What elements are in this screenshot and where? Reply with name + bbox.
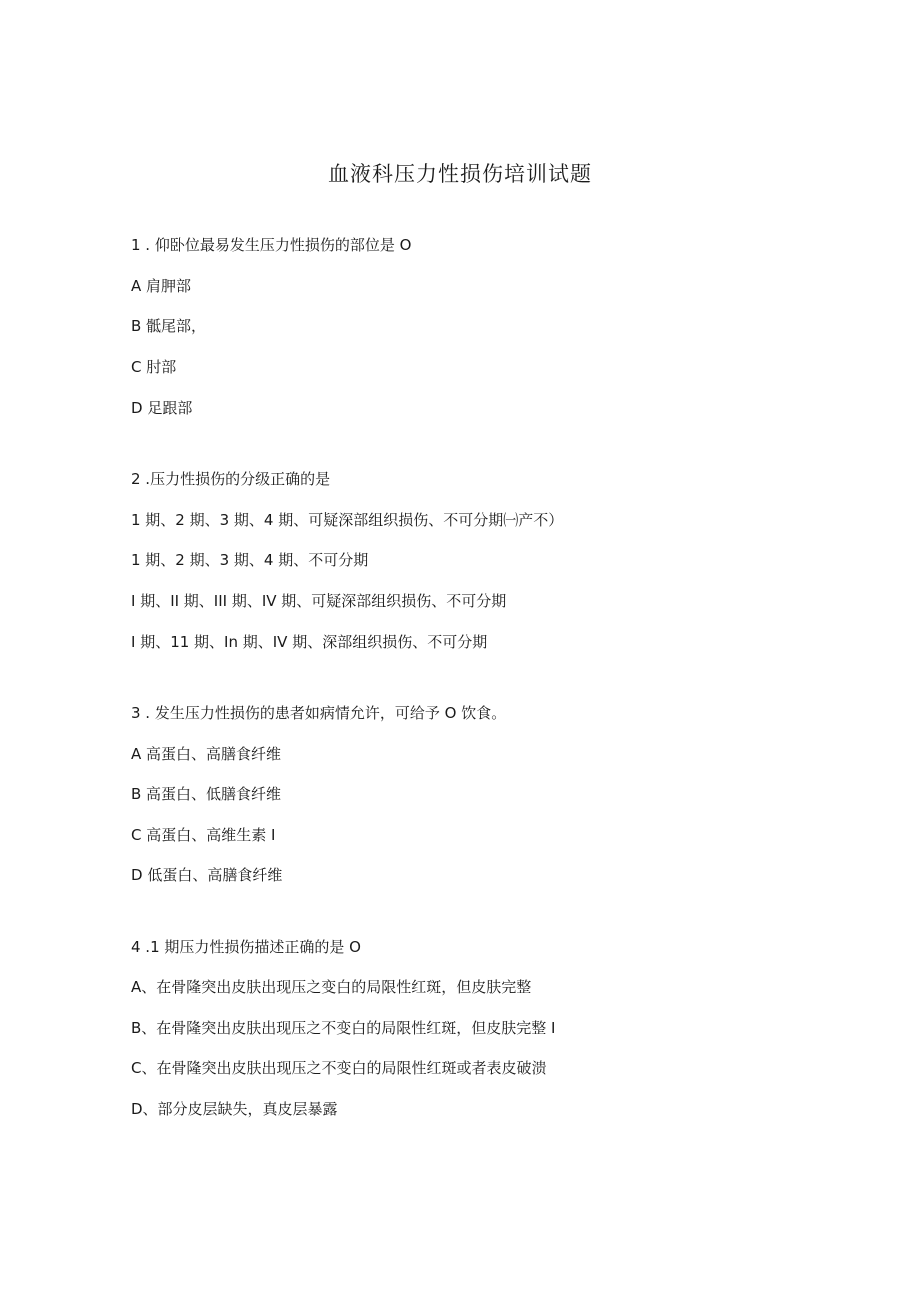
- question-4-option-b: B、在骨隆突出皮肤出现压之不变白的局限性红斑，但皮肤完整 I: [131, 1019, 556, 1037]
- document-title: 血液科压力性损伤培训试题: [328, 162, 592, 186]
- question-3-option-a: A 高蛋白、高膳食纤维: [131, 745, 282, 763]
- question-1-option-c: C 肘部: [131, 358, 177, 376]
- question-2-stem: 2 .压力性损伤的分级正确的是: [131, 470, 331, 488]
- question-3-option-b: B 高蛋白、低膳食纤维: [131, 785, 282, 803]
- question-3-option-d: D 低蛋白、高膳食纤维: [131, 866, 283, 884]
- question-1-option-a: A 肩胛部: [131, 277, 192, 295]
- question-2-option-c: I 期、II 期、III 期、IV 期、可疑深部组织损伤、不可分期: [131, 592, 507, 610]
- question-1-stem: 1 . 仰卧位最易发生压力性损伤的部位是 O: [131, 236, 412, 254]
- question-1-option-b: B 骶尾部，: [131, 317, 207, 335]
- question-4-option-a: A、在骨隆突出皮肤出现压之变白的局限性红斑，但皮肤完整: [131, 978, 532, 996]
- question-2-option-d: I 期、11 期、In 期、IV 期、深部组织损伤、不可分期: [131, 633, 488, 651]
- question-3-stem: 3 . 发生压力性损伤的患者如病情允许，可给予 O 饮食。: [131, 704, 507, 722]
- question-2-option-b: 1 期、2 期、3 期、4 期、不可分期: [131, 551, 369, 569]
- question-1-option-d: D 足跟部: [131, 399, 193, 417]
- question-4-stem: 4 .1 期压力性损伤描述正确的是 O: [131, 938, 361, 956]
- question-4-option-d: D、部分皮层缺失，真皮层暴露: [131, 1100, 338, 1118]
- question-4-option-c: C、在骨隆突出皮肤出现压之不变白的局限性红斑或者表皮破溃: [131, 1059, 547, 1077]
- question-3-option-c: C 高蛋白、高维生素 I: [131, 826, 276, 844]
- question-2-option-a: 1 期、2 期、3 期、4 期、可疑深部组织损伤、不可分期㈠产不）: [131, 511, 564, 529]
